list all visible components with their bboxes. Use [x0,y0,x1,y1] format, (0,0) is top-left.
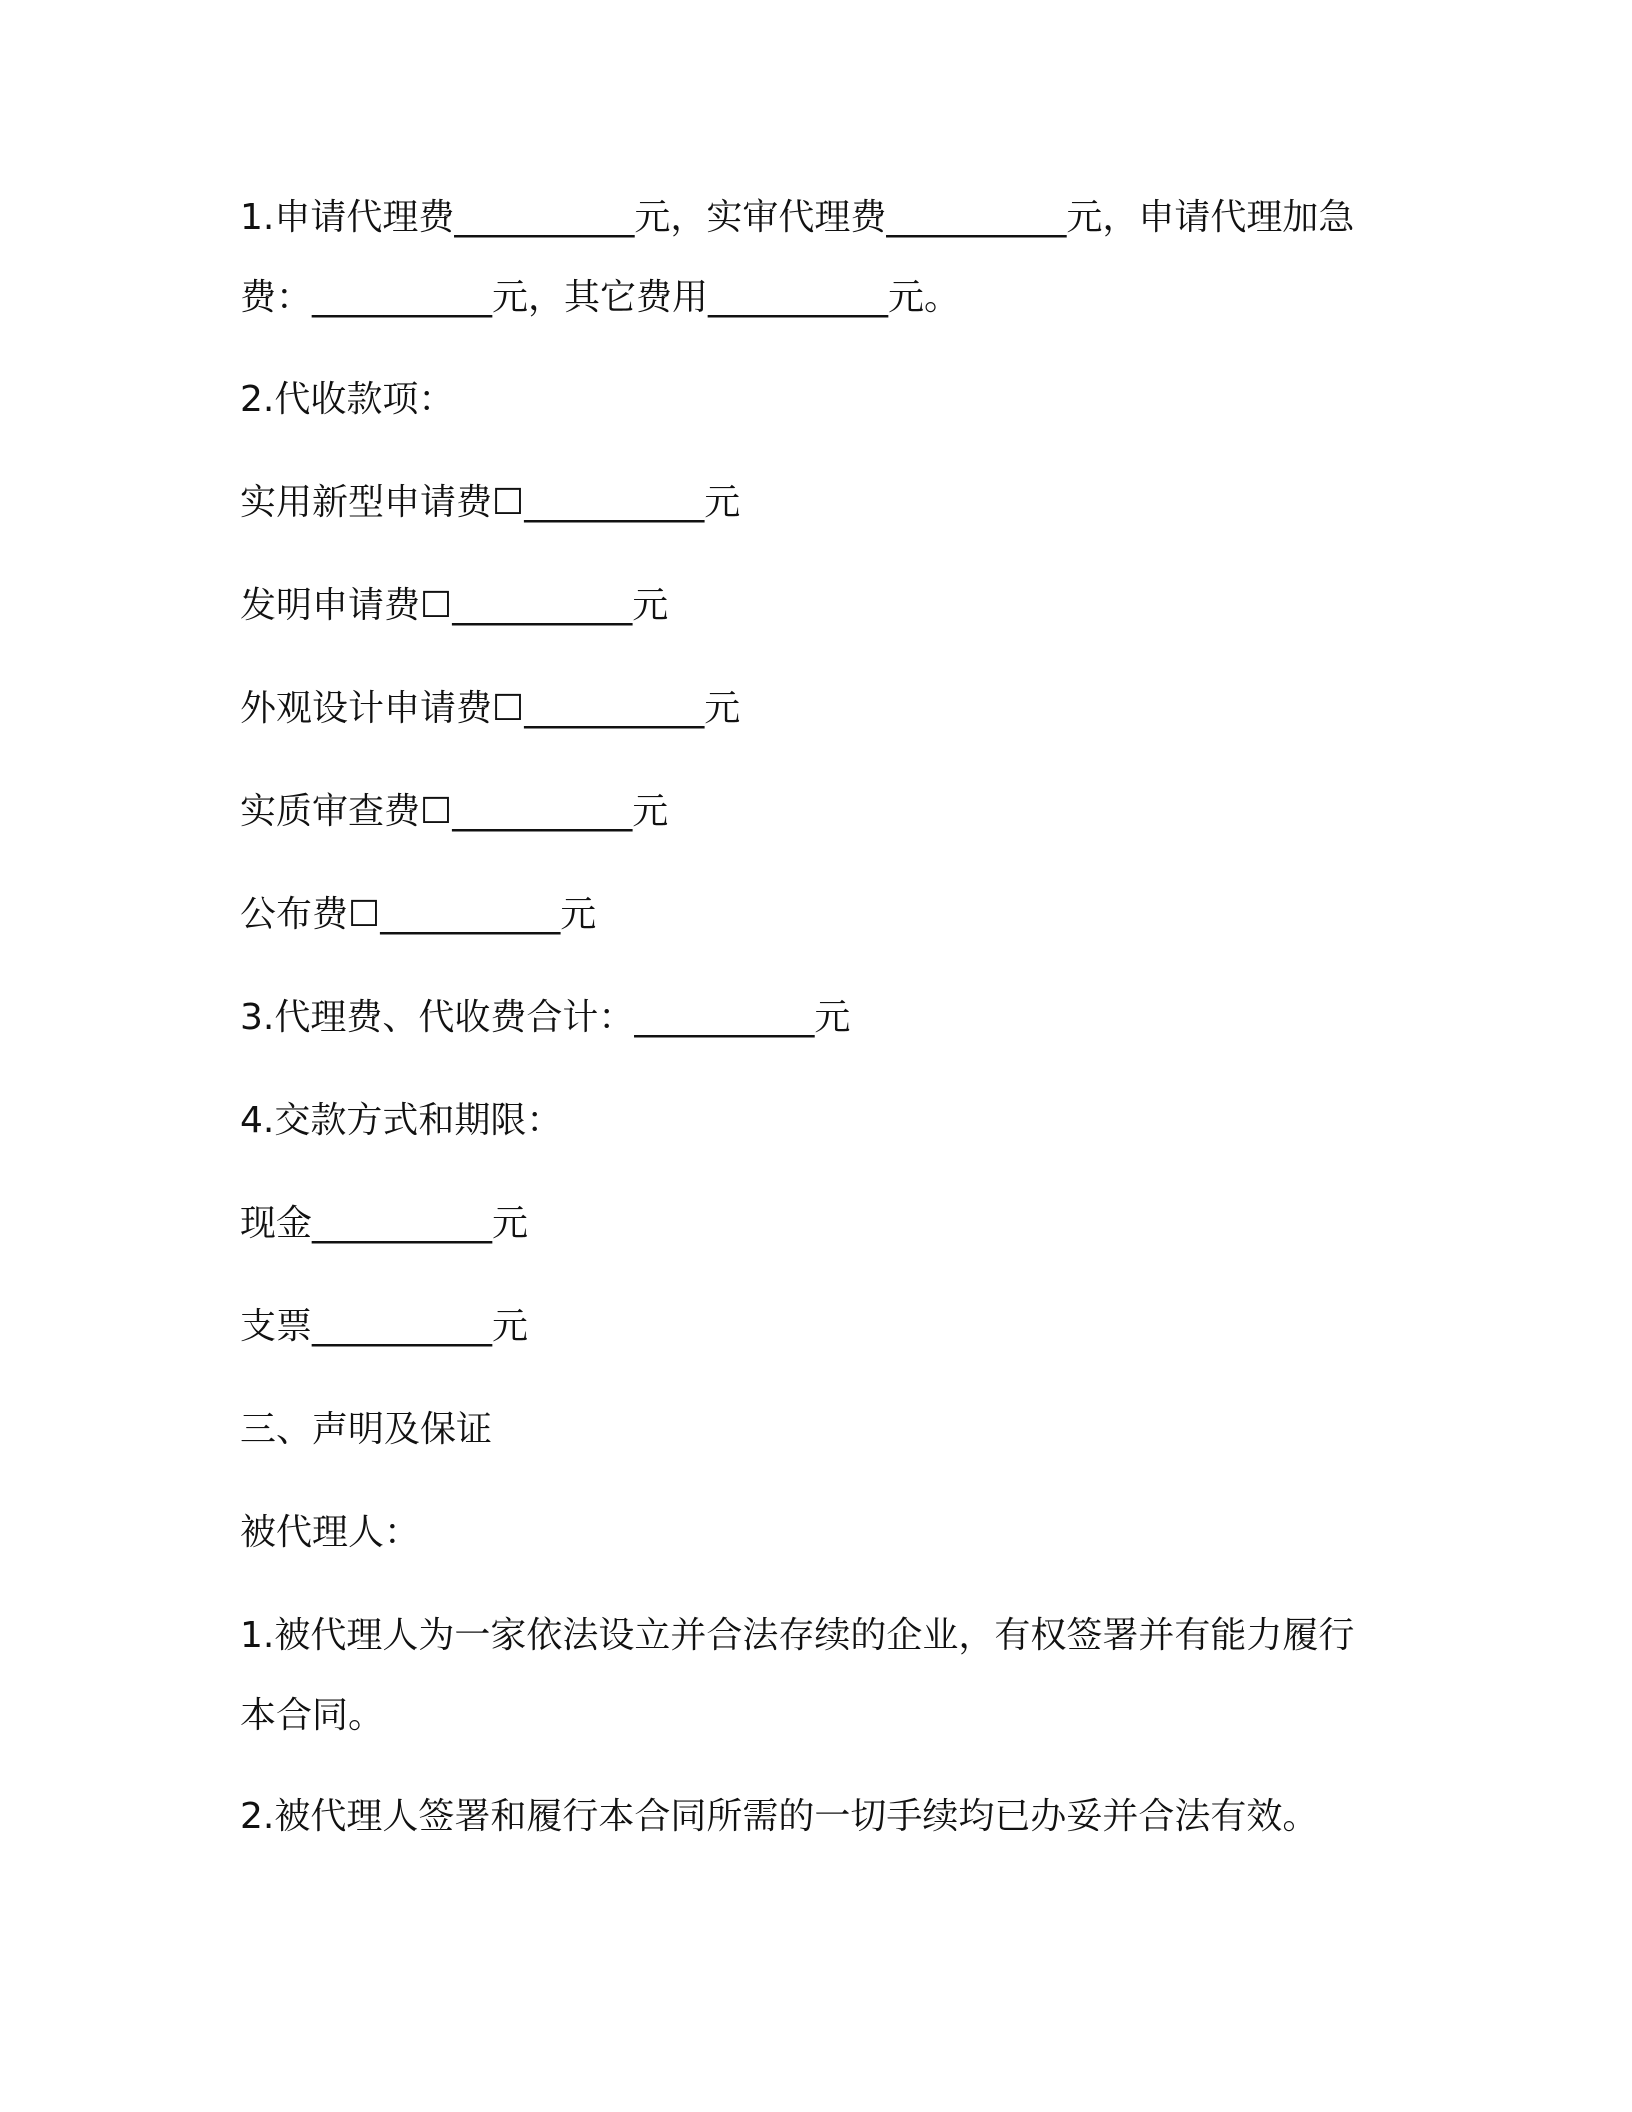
principal-heading: 被代理人： [240,1512,421,1553]
substantive-exam-fee-line: 实质审查费☐__________元 [240,791,669,832]
cheque-line: 支票__________元 [240,1306,529,1347]
fee-agency-paragraph: 1.申请代理费__________元，实审代理费__________元，申请代理加急费：__________元，其它费用__________元。 [240,197,1355,318]
payment-method-heading: 4.交款方式和期限： [240,1100,563,1141]
utility-model-fee-line: 实用新型申请费☐__________元 [240,482,741,523]
collected-fees-heading: 2.代收款项： [240,379,455,420]
principal-statement-1: 1.被代理人为一家依法设立并合法存续的企业，有权签署并有能力履行本合同。 [240,1615,1355,1736]
publication-fee-line: 公布费☐__________元 [240,894,597,935]
total-fee-line: 3.代理费、代收费合计：__________元 [240,997,851,1038]
principal-statement-2: 2.被代理人签署和履行本合同所需的一切手续均已办妥并合法有效。 [240,1796,1319,1837]
cash-line: 现金__________元 [240,1203,529,1244]
section-three-heading: 三、声明及保证 [240,1409,493,1450]
design-fee-line: 外观设计申请费☐__________元 [240,688,741,729]
invention-fee-line: 发明申请费☐__________元 [240,585,669,626]
